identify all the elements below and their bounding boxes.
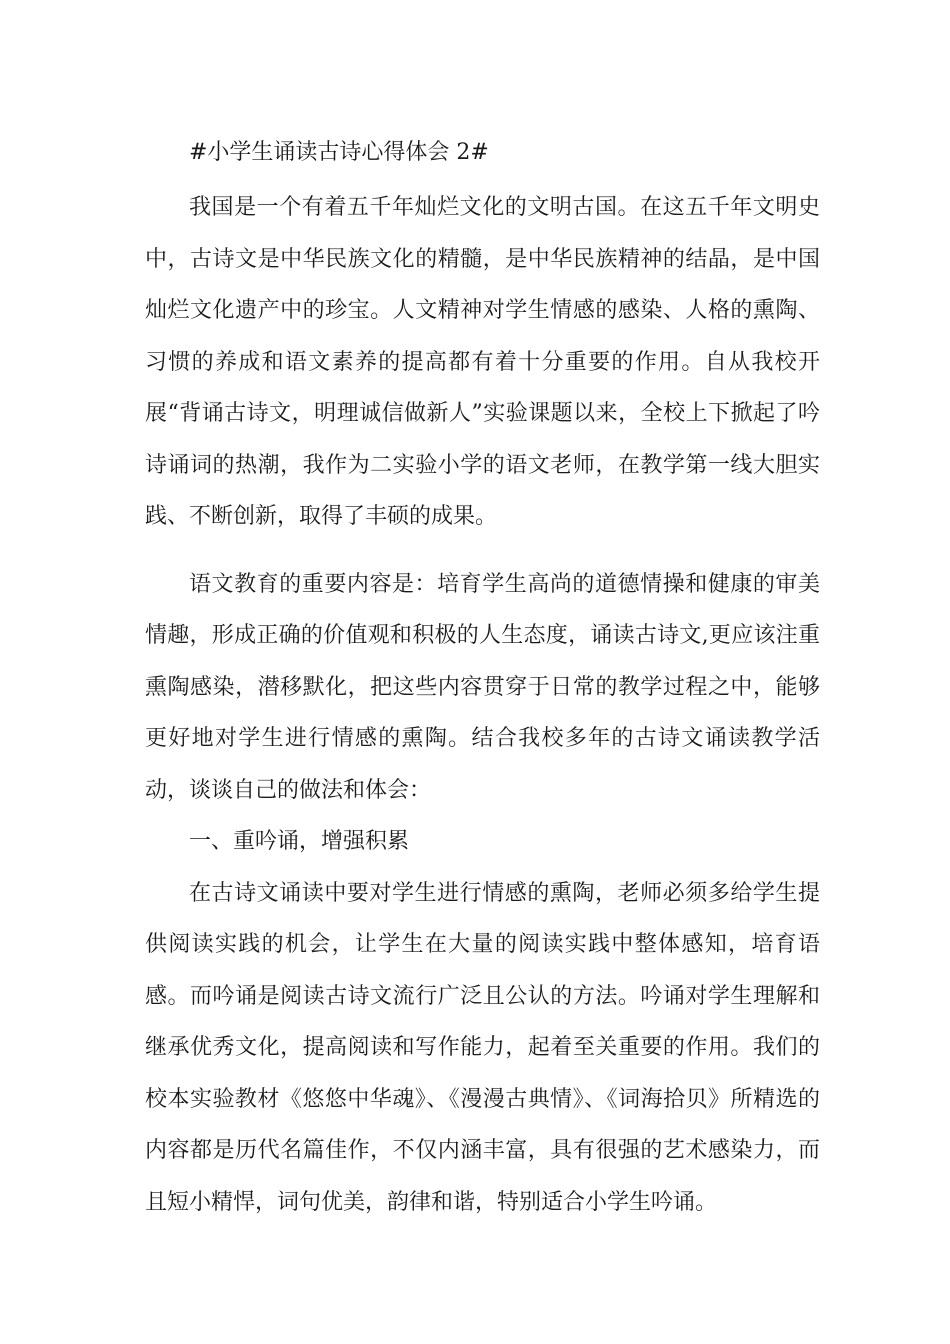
section-heading: 一、重吟诵，增强积累 <box>189 829 410 854</box>
document-body <box>145 138 820 1228</box>
paragraph-recitation: 在古诗文诵读中要对学生进行情感的熏陶，老师必须多给学生提供阅读实践的机会，让学生在大量的阅读实践中整体感知，培育语感。而吟诵是阅读古诗文流行广泛且公认的方法。吟诵对学生理解和继承优秀文化，提高阅读和写作能力，起着至关重要的作用。我们的校本实验教材《悠悠中华魂》、《漫漫古典情》、《词海拾贝》所精选的内容都是历代名篇佳作，不仅内涵丰富，具有很强的艺术感染力，而且短小精悍，词句优美，韵律和谐，特别适合小学生吟诵。 <box>145 880 820 1215</box>
paragraph-intro: 我国是一个有着五千年灿烂文化的文明古国。在这五千年文明史中，古诗文是中华民族文化的精髓，是中华民族精神的结晶，是中国灿烂文化遗产中的珍宝。人文精神对学生情感的感染、人格的熏陶、习惯的养成和语文素养的提高都有着十分重要的作用。自从我校开展“背诵古诗文，明理诚信做新人”实验课题以来，全校上下掀起了吟诗诵词的热潮，我作为二实验小学的语文老师，在教学第一线大胆实践、不断创新，取得了丰硕的成果。 <box>145 195 820 529</box>
paragraph-education: 语文教育的重要内容是：培育学生高尚的道德情操和健康的审美情趣，形成正确的价值观和积极的人生态度，诵读古诗文,更应该注重熏陶感染，潜移默化，把这些内容贯穿于日常的教学过程之中，能够更好地对学生进行情感的熏陶。结合我校多年的古诗文诵读教学活动，谈谈自己的做法和体会： <box>145 571 820 803</box>
document-heading: #小学生诵读古诗心得体会 2# <box>189 140 489 165</box>
